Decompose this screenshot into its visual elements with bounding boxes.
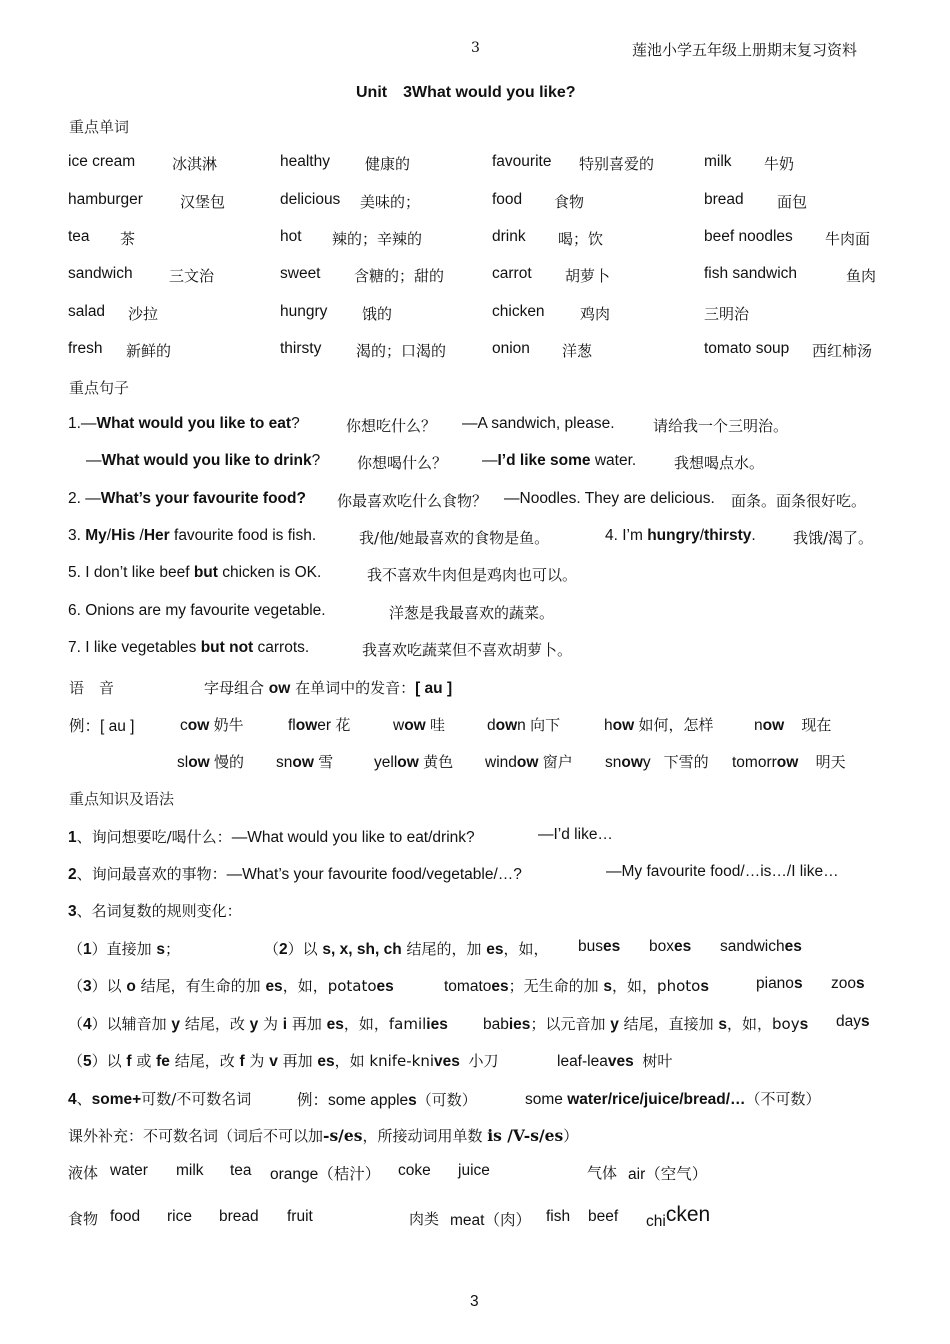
vocab-meaning: 汉堡包	[180, 193, 226, 211]
noun-item: fish	[546, 1208, 571, 1225]
vocab-meaning: 胡萝卜	[565, 267, 611, 285]
extra-note: 课外补充：不可数名词（词后不可以加-s/es，所接动词用单数 is /V-s/es）	[68, 1126, 579, 1145]
vocab-meaning: 牛奶	[764, 155, 795, 173]
vocab-meaning: 新鲜的	[126, 342, 172, 360]
grammar-point-1-answer: —I’d like…	[538, 826, 613, 843]
plural-rule-4: （4）以辅音加 y 结尾，改 y 为 i 再加 es，如，families	[68, 1015, 448, 1033]
plural-example: boxes	[649, 938, 692, 955]
vocab-word: fresh	[68, 340, 103, 357]
vocab-meaning: 渴的；口渴的	[356, 342, 447, 360]
phonics-example-label: 例：[ au ]	[69, 718, 135, 735]
vocab-meaning: 辣的；辛辣的	[332, 230, 423, 248]
header-page-number: 3	[471, 40, 480, 56]
phonics-word: now 现在	[754, 716, 832, 734]
vocab-word: drink	[492, 228, 526, 245]
plural-example: days	[836, 1013, 870, 1030]
noun-item: juice	[458, 1162, 490, 1179]
section-heading-phonics: 语 音	[69, 679, 115, 697]
sentence-5-translation: 我不喜欢牛肉但是鸡肉也可以。	[367, 566, 578, 584]
vocab-word: fish sandwich	[704, 265, 798, 282]
vocab-meaning: 食物	[554, 193, 585, 211]
grammar-point-1: 1、询问想要吃/喝什么：—What would you like to eat/drink?	[68, 828, 475, 846]
sentence-1a: 1.—What would you like to eat?	[68, 415, 300, 432]
sentence-3-translation: 我/他/她最喜欢的食物是鱼。	[359, 529, 550, 547]
plural-example: pianos	[756, 975, 803, 992]
plural-example: sandwiches	[720, 938, 802, 955]
vocab-meaning: 饿的	[362, 305, 393, 323]
noun-item: orange（桔汁）	[270, 1166, 381, 1183]
noun-item: coke	[398, 1162, 431, 1179]
sentence-5: 5. I don’t like beef but chicken is OK.	[68, 564, 322, 581]
vocab-word: chicken	[492, 303, 545, 320]
phonics-word: snow 雪	[276, 753, 334, 771]
vocab-meaning: 洋葱	[562, 342, 593, 360]
vocab-word: beef noodles	[704, 228, 793, 245]
sentence-1b: —What would you like to drink?	[86, 452, 321, 469]
sentence-6: 6. Onions are my favourite vegetable.	[68, 602, 326, 619]
plural-rule-4-cont: babies；以元音加 y 结尾，直接加 s，如，boys	[483, 1015, 809, 1033]
grammar-point-3: 3、名词复数的规则变化：	[68, 902, 242, 920]
phonics-word: down 向下	[487, 716, 561, 734]
vocab-word: food	[492, 191, 523, 208]
vocab-meaning: 鱼肉	[846, 267, 877, 285]
vocab-word: sweet	[280, 265, 321, 282]
vocab-word: salad	[68, 303, 106, 320]
vocab-meaning: 喝；饮	[558, 230, 604, 248]
sentence-7-translation: 我喜欢吃蔬菜但不喜欢胡萝卜。	[362, 641, 573, 659]
sentence-1a-answer: —A sandwich, please.	[462, 415, 615, 432]
header-doc-title: 莲池小学五年级上册期末复习资料	[632, 41, 858, 59]
vocab-word: milk	[704, 153, 732, 170]
phonics-description: 字母组合 ow 在单词中的发音：[ au ]	[204, 679, 453, 697]
sentence-4: 4. I’m hungry/thirsty.	[605, 527, 756, 544]
plural-rule-1: （1）直接加 s；	[68, 940, 181, 958]
vocab-meaning: 面包	[777, 193, 808, 211]
noun-item: beef	[588, 1208, 619, 1225]
category-liquid: 液体	[68, 1164, 99, 1182]
phonics-word: flower 花	[288, 716, 351, 734]
sentence-1b-answer: —I’d like some water.	[482, 452, 637, 469]
plural-rule-3: （3）以 o 结尾，有生命的加 es，如，potatoes	[68, 977, 394, 995]
category-food: 食物	[68, 1210, 99, 1228]
phonics-word: yellow 黄色	[374, 753, 454, 771]
sentence-2-answer-translation: 面条。面条很好吃。	[731, 492, 867, 510]
grammar-point-4-example-2: some water/rice/juice/bread/…（不可数）	[525, 1090, 821, 1108]
vocab-word: carrot	[492, 265, 532, 282]
vocab-meaning: 三明治	[704, 305, 750, 323]
vocab-word: healthy	[280, 153, 330, 170]
sentence-1a-translation: 你想吃什么？	[346, 417, 437, 435]
phonics-word: snowy 下雪的	[605, 753, 709, 771]
section-heading-vocab: 重点单词	[69, 118, 130, 136]
category-meat: 肉类	[409, 1210, 440, 1228]
sentence-7: 7. I like vegetables but not carrots.	[68, 639, 310, 656]
plural-example: leaf-leaves 树叶	[557, 1052, 673, 1070]
vocab-word: hot	[280, 228, 302, 245]
noun-item: meat（肉）	[450, 1212, 531, 1229]
sentence-2: 2. —What’s your favourite food?	[68, 490, 306, 507]
vocab-meaning: 美味的；	[360, 193, 421, 211]
vocab-meaning: 牛肉面	[825, 230, 871, 248]
category-gas: 气体	[587, 1164, 618, 1182]
plural-example: buses	[578, 938, 621, 955]
unit-title: Unit 3What would you like?	[356, 84, 576, 101]
sentence-2-translation: 你最喜欢吃什么食物？	[337, 492, 488, 510]
phonics-word: wow 哇	[393, 716, 446, 734]
vocab-word: hamburger	[68, 191, 143, 208]
vocab-word: delicious	[280, 191, 341, 208]
section-heading-sentences: 重点句子	[69, 379, 130, 397]
noun-item-chicken: chicken	[646, 1203, 711, 1230]
sentence-1b-translation: 你想喝什么？	[357, 454, 448, 472]
vocab-meaning: 含糖的；甜的	[354, 267, 445, 285]
grammar-point-2: 2、询问最喜欢的事物：—What’s your favourite food/vegetable/…?	[68, 865, 522, 883]
sentence-4-translation: 我饿/渴了。	[793, 529, 874, 547]
vocab-word: favourite	[492, 153, 552, 170]
vocab-meaning: 三文治	[169, 267, 215, 285]
sentence-2-answer: —Noodles. They are delicious.	[504, 490, 715, 507]
vocab-word: tea	[68, 228, 90, 245]
vocab-word: ice cream	[68, 153, 136, 170]
grammar-point-4: 4、some+可数/不可数名词	[68, 1090, 252, 1108]
footer-page-number: 3	[470, 1293, 479, 1310]
vocab-meaning: 健康的	[365, 155, 411, 173]
noun-item: rice	[167, 1208, 192, 1225]
sentence-6-translation: 洋葱是我最喜欢的蔬菜。	[389, 604, 555, 622]
vocab-meaning: 特别喜爱的	[579, 155, 655, 173]
vocab-meaning: 西红柿汤	[812, 342, 873, 360]
noun-item: air（空气）	[628, 1166, 708, 1183]
phonics-word: how 如何，怎样	[604, 716, 714, 734]
plural-rule-3-cont: tomatoes；无生命的加 s，如，photos	[444, 977, 709, 995]
vocab-meaning: 鸡肉	[580, 305, 611, 323]
phonics-word: slow 慢的	[177, 753, 245, 771]
plural-rule-5: （5）以 f 或 fe 结尾，改 f 为 v 再加 es，如 knife-knives 小刀	[68, 1052, 499, 1070]
vocab-word: bread	[704, 191, 744, 208]
noun-item: milk	[176, 1162, 204, 1179]
vocab-word: onion	[492, 340, 530, 357]
vocab-meaning: 茶	[120, 230, 136, 248]
grammar-point-4-example: 例：some apples（可数）	[297, 1091, 477, 1109]
noun-item: water	[110, 1162, 148, 1179]
vocab-meaning: 沙拉	[128, 305, 159, 323]
grammar-point-2-answer: —My favourite food/…is…/I like…	[606, 863, 839, 880]
section-heading-grammar: 重点知识及语法	[69, 790, 175, 808]
phonics-word: cow 奶牛	[180, 716, 244, 734]
noun-item: food	[110, 1208, 141, 1225]
vocab-word: tomato soup	[704, 340, 790, 357]
vocab-meaning: 冰淇淋	[172, 155, 218, 173]
sentence-1b-answer-translation: 我想喝点水。	[674, 454, 765, 472]
phonics-word: tomorrow 明天	[732, 753, 846, 771]
vocab-word: thirsty	[280, 340, 322, 357]
phonics-word: window 窗户	[485, 753, 573, 771]
noun-item: fruit	[287, 1208, 313, 1225]
sentence-3: 3. My/His /Her favourite food is fish.	[68, 527, 317, 544]
noun-item: bread	[219, 1208, 259, 1225]
plural-example: zoos	[831, 975, 865, 992]
vocab-word: sandwich	[68, 265, 133, 282]
vocab-word: hungry	[280, 303, 328, 320]
plural-rule-2: （2）以 s, x, sh, ch 结尾的，加 es，如，	[264, 940, 549, 958]
noun-item: tea	[230, 1162, 252, 1179]
sentence-1a-answer-translation: 请给我一个三明治。	[653, 417, 789, 435]
